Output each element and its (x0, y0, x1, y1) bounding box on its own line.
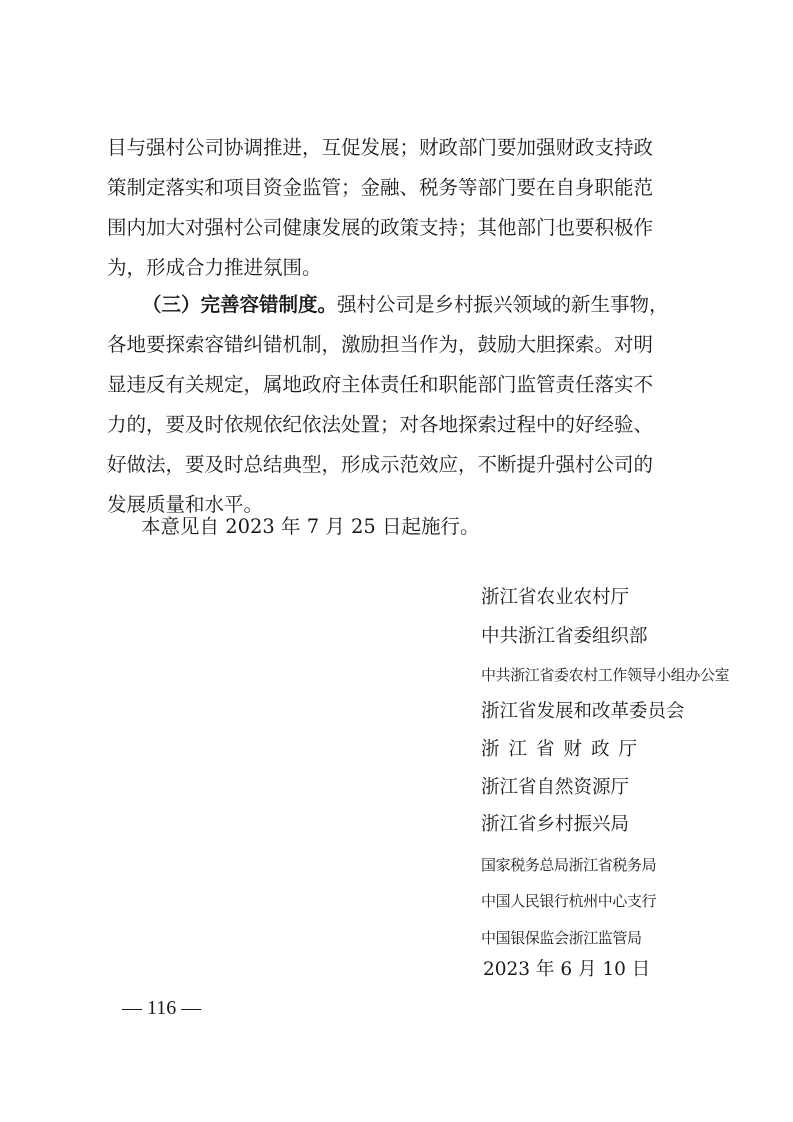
body-line: 为，形成合力推进氛围。 (107, 256, 322, 279)
signatory: 浙江省财政厅 (481, 739, 647, 760)
body-line: 显违反有关规定，属地政府主体责任和职能部门监管责任落实不 (107, 373, 654, 396)
signatory: 浙江省自然资源厅 (481, 777, 630, 798)
signatory: 国家税务总局浙江省税务局 (481, 856, 657, 874)
body-line: 目与强村公司协调推进，互促发展；财政部门要加强财政支持政 (107, 136, 654, 159)
signatory: 中共浙江省委农村工作领导小组办公室 (481, 666, 730, 684)
page-number: — 116 — (122, 997, 202, 1019)
body-text: 强村公司是乡村振兴领域的新生事物， (337, 293, 669, 316)
body-line: 力的，要及时依规依纪依法处置；对各地探索过程中的好经验、 (107, 413, 654, 436)
issue-date: 2023 年 6 月 10 日 (483, 959, 651, 980)
effective-date-line: 本意见自 2023 年 7 月 25 日起施行。 (141, 515, 480, 538)
signatory: 浙江省乡村振兴局 (481, 814, 630, 835)
body-line: 围内加大对强村公司健康发展的政策支持；其他部门也要积极作 (107, 216, 654, 239)
body-line: 发展质量和水平。 (107, 493, 264, 516)
signatory: 中共浙江省委组织部 (481, 626, 648, 647)
signatory: 中国人民银行杭州中心支行 (481, 892, 657, 910)
section-heading: （三）完善容错制度。 (142, 293, 338, 316)
body-line (142, 293, 669, 317)
body-line: 各地要探索容错纠错机制，激励担当作为，鼓励大胆探索。对明 (107, 333, 654, 356)
signatory: 浙江省发展和改革委员会 (481, 701, 685, 722)
signatory: 中国银保监会浙江监管局 (481, 929, 642, 947)
body-line: 好做法，要及时总结典型，形成示范效应，不断提升强村公司的 (107, 453, 654, 476)
signatory: 浙江省农业农村厅 (481, 587, 630, 608)
body-line: 策制定落实和项目资金监管；金融、税务等部门要在自身职能范 (107, 176, 654, 199)
